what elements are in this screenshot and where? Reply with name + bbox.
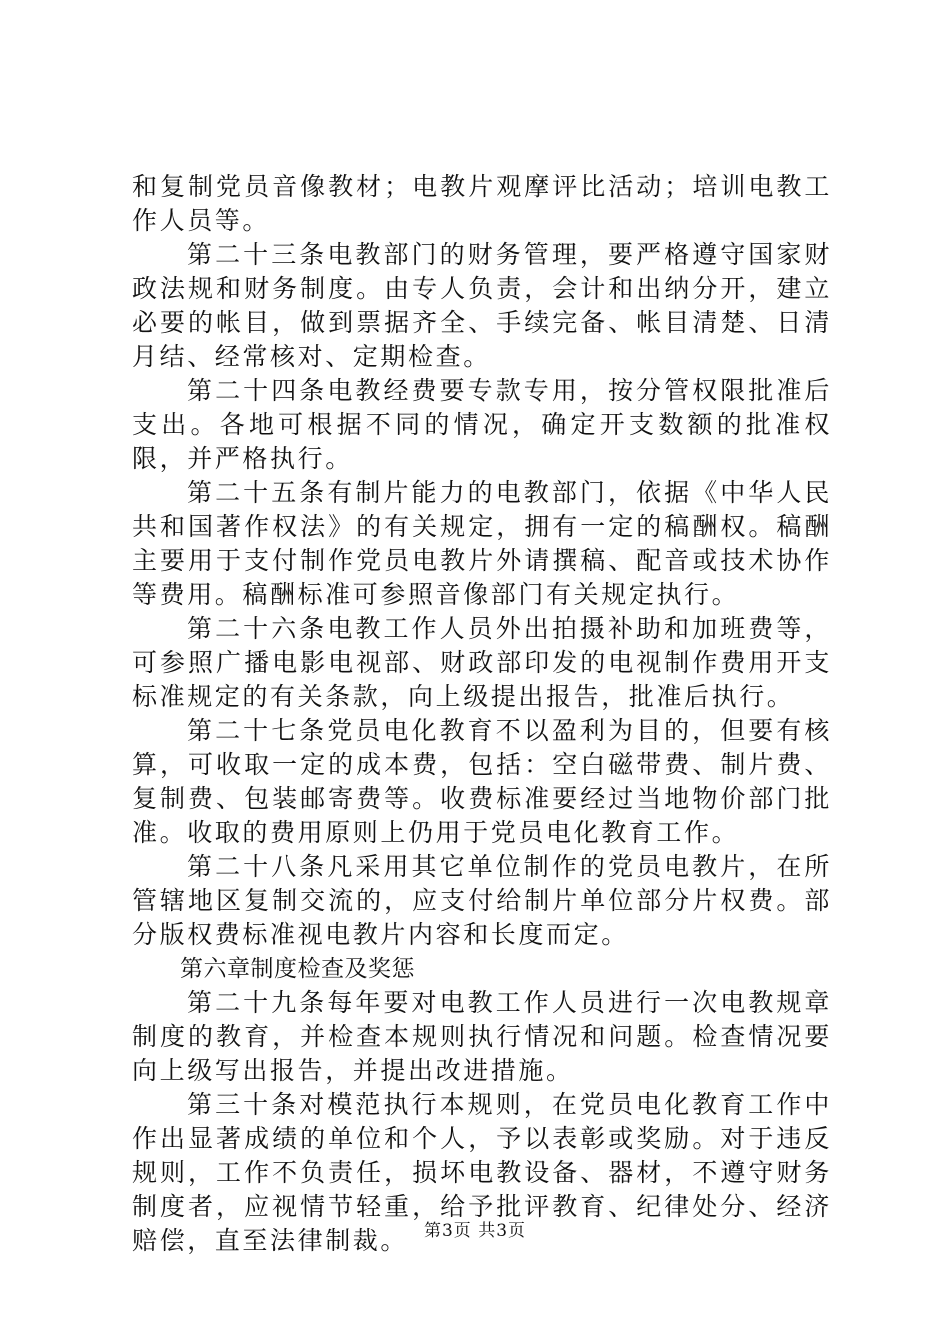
paragraph-article-28: 第二十八条凡采用其它单位制作的党员电教片，在所管辖地区复制交流的，应支付给制片单位部分片权费。部分版权费标准视电教片内容和长度而定。 (132, 852, 832, 949)
paragraph-article-27: 第二十七条党员电化教育不以盈利为目的，但要有核算，可收取一定的成本费，包括：空白磁带费、制片费、复制费、包装邮寄费等。收费标准要经过当地物价部门批准。收取的费用原则上仍用于党员电化教育工作。 (132, 716, 832, 847)
paragraph-article-29: 第二十九条每年要对电教工作人员进行一次电教规章制度的教育，并检查本规则执行情况和问题。检查情况要向上级写出报告，并提出改进措施。 (132, 988, 832, 1085)
paragraph-article-26: 第二十六条电教工作人员外出拍摄补助和加班费等，可参照广播电影电视部、财政部印发的电视制作费用开支标准规定的有关条款，向上级提出报告，批准后执行。 (132, 614, 832, 711)
paragraph-article-25: 第二十五条有制片能力的电教部门，依据《中华人民共和国著作权法》的有关规定，拥有一定的稿酬权。稿酬主要用于支付制作党员电教片外请撰稿、配音或技术协作等费用。稿酬标准可参照音像部门有关规定执行。 (132, 478, 832, 609)
paragraph-continuation: 和复制党员音像教材；电教片观摩评比活动；培训电教工作人员等。 (132, 172, 832, 235)
paragraph-article-23: 第二十三条电教部门的财务管理，要严格遵守国家财政法规和财务制度。由专人负责，会计和出纳分开，建立必要的帐目，做到票据齐全、手续完备、帐目清楚、日清月结、经常核对、定期检查。 (132, 240, 832, 371)
paragraph-article-30: 第三十条对模范执行本规则，在党员电化教育工作中作出显著成绩的单位和个人，予以表彰或奖励。对于违反规则，工作不负责任，损坏电教设备、器材，不遵守财务制度者，应视情节轻重，给予批评教育、纪律处分、经济赔偿，直至法律制裁。 (132, 1090, 832, 1255)
page-number: 第3页 共3页 (423, 1221, 527, 1241)
paragraph-article-24: 第二十四条电教经费要专款专用，按分管权限批准后支出。各地可根据不同的情况，确定开支数额的批准权限，并严格执行。 (132, 376, 832, 473)
document-body (132, 170, 832, 1258)
chapter-heading: 第六章制度检查及奖惩 (180, 956, 415, 982)
